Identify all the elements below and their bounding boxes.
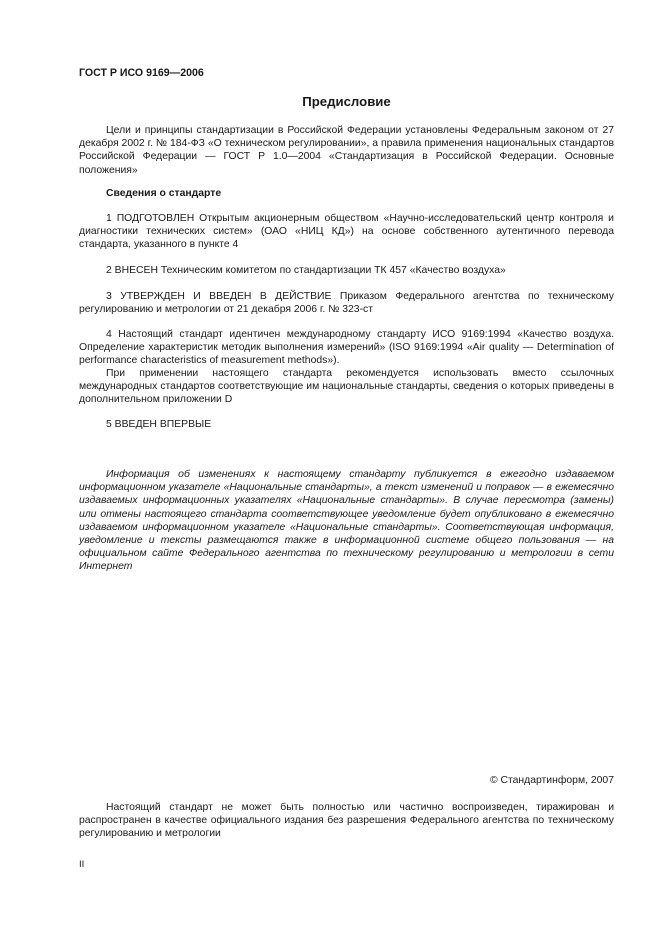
copyright: © Стандартинформ, 2007 — [489, 775, 614, 786]
info-item-2: 2 ВНЕСЕН Техническим комитетом по стандартизации ТК 457 «Качество воздуха» — [106, 265, 506, 276]
changes-info: Информация об изменениях к настоящему стандарту публикуется в ежегодно издаваемом информационном указателе «Национальные стандарты», а текст изменений и поправок — в ежемесячно издаваемых информационных указателях «Национальные стандарты». В случае пересмотра (замены) или отмены настоящего стандарта соответствующее уведомление будет опубликовано в ежемесячно издаваемом информационном указателе «Национальные стандарты». Соответствующая информация, уведомление и тексты размещаются также в информационной системе общего пользования — на официальном сайте Федерального агентства по техническому регулированию и метрологии в сети Интернет — [79, 469, 614, 573]
info-item-4-note: При применении настоящего стандарта рекомендуется использовать вместо ссылочных международных стандартов соответствующие им национальные стандарты, сведения о которых приведены в дополнительном приложении D — [79, 368, 614, 406]
reproduction-notice: Настоящий стандарт не может быть полностью или частично воспроизведен, тиражирован и распространен в качестве официального издания без разрешения Федерального агентства по техническому регулированию и метрологии — [79, 802, 614, 840]
preface-title: Предисловие — [302, 94, 391, 109]
info-item-1: 1 ПОДГОТОВЛЕН Открытым акционерным обществом «Научно-исследовательский центр контроля и диагностики технических систем» (ОАО «НИЦ КД») на основе собственного аутентичного перевода стандарта, указанного в пункте 4 — [79, 213, 614, 251]
page-number: II — [79, 859, 85, 870]
info-item-5: 5 ВВЕДЕН ВПЕРВЫЕ — [106, 419, 212, 430]
info-item-3: 3 УТВЕРЖДЕН И ВВЕДЕН В ДЕЙСТВИЕ Приказом Федерального агентства по техническому регулированию и метрологии от 21 декабря 2006 г. № 323-ст — [79, 291, 614, 316]
info-item-4: 4 Настоящий стандарт идентичен международному стандарту ИСО 9169:1994 «Качество воздуха. Определение характеристик методик выполнения измерений» (ISO 9169:1994 «Air quality — Determination of performance characteristics of measurement methods»). — [79, 329, 614, 367]
preface-intro: Цели и принципы стандартизации в Российской Федерации установлены Федеральным законом от 27 декабря 2002 г. № 184-ФЗ «О техническом регулировании», а правила применения национальных стандартов Российской Федерации — ГОСТ Р 1.0—2004 «Стандартизация в Российской Федерации. Основные положения» — [79, 125, 614, 176]
standard-code-header: ГОСТ Р ИСО 9169—2006 — [79, 67, 204, 79]
info-heading: Сведения о стандарте — [106, 188, 222, 199]
